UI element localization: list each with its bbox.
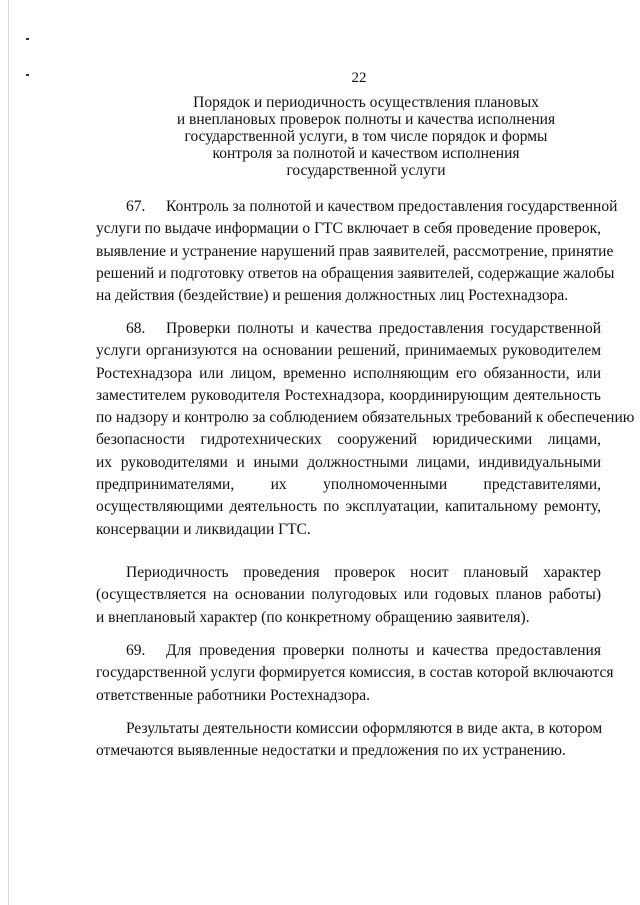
paragraph-line: безопасности гидротехнических сооружений юридическими лицами,: [96, 431, 601, 449]
paragraph-line: предпринимателями, их уполномоченными представителями,: [96, 476, 601, 494]
paragraph-line: отмечаются выявленные недостатки и предложения по их устранению.: [96, 742, 566, 760]
paragraph-number: 67.: [126, 198, 146, 215]
paragraph-line: Периодичность проведения проверок носит плановый характер: [126, 564, 601, 581]
paragraph-line: 69. Для проведения проверки полноты и качества предоставления: [96, 640, 601, 662]
paragraph-67: [96, 196, 618, 307]
paragraph-results: [96, 718, 601, 763]
paragraph-periodicity: [96, 562, 601, 629]
paragraph-line: услуги организуются на основании решений, принимаемых руководителем: [96, 342, 601, 360]
paragraph-line: по надзору и контролю за соблюдением обязательных требований к обеспечению: [96, 409, 635, 427]
paragraph-line: услуги по выдаче информации о ГТС включает в себя проведение проверок,: [96, 220, 601, 238]
paragraph-line: и внеплановый характер (по конкретному обращению заявителя).: [96, 608, 530, 626]
heading-line: государственной услуги, в том числе порядок и формы: [184, 128, 548, 145]
heading-line: государственной услуги: [286, 162, 446, 179]
heading-line: и внеплановых проверок полноты и качества исполнения: [176, 111, 556, 128]
paragraph-number: 68.: [126, 320, 146, 337]
heading-line: Порядок и периодичность осуществления плановых: [193, 94, 539, 111]
heading-line: контроля за полнотой и качеством исполнения: [212, 145, 520, 162]
paragraph-line: осуществляющими деятельность по эксплуатации, капитальному ремонту,: [96, 498, 601, 516]
paragraph-line: выявление и устранение нарушений прав заявителей, рассмотрение, принятие: [96, 242, 614, 260]
paragraph-line: решений и подготовку ответов на обращения заявителей, содержащие жалобы: [96, 264, 615, 282]
page-number: 22: [351, 70, 367, 86]
paragraph-line: Ростехнадзора или лицом, временно исполняющим его обязанности, или: [96, 364, 601, 382]
paragraph-68: [96, 318, 635, 541]
paragraph-line: Результаты деятельности комиссии оформляются в виде акта, в котором: [126, 720, 603, 737]
paragraph-line: заместителем руководителя Ростехнадзора, координирующим деятельность: [96, 386, 601, 404]
margin-mark: [26, 38, 29, 40]
paragraph-line: их руководителями и иными должностными лицами, индивидуальными: [96, 453, 601, 471]
paragraph-line: государственной услуги формируется комиссия, в состав которой включаются: [96, 664, 614, 682]
paragraph-line: ответственные работники Ростехнадзора.: [96, 686, 371, 704]
paragraph-line: (осуществляется на основании полугодовых или годовых планов работы): [96, 586, 601, 604]
section-heading: [160, 94, 572, 179]
paragraph-number: 69.: [126, 642, 146, 659]
paragraph-line: 68. Проверки полноты и качества предоставления государственной: [96, 318, 601, 340]
paragraph-line: консервации и ликвидации ГТС.: [96, 520, 311, 538]
paragraph-69: [96, 640, 614, 707]
scan-edge-line: [8, 0, 9, 905]
paragraph-line: на действия (бездействие) и решения должностных лиц Ростехнадзора.: [96, 287, 569, 305]
paragraph-line: 67. Контроль за полнотой и качеством предоставления государственной: [96, 196, 601, 218]
